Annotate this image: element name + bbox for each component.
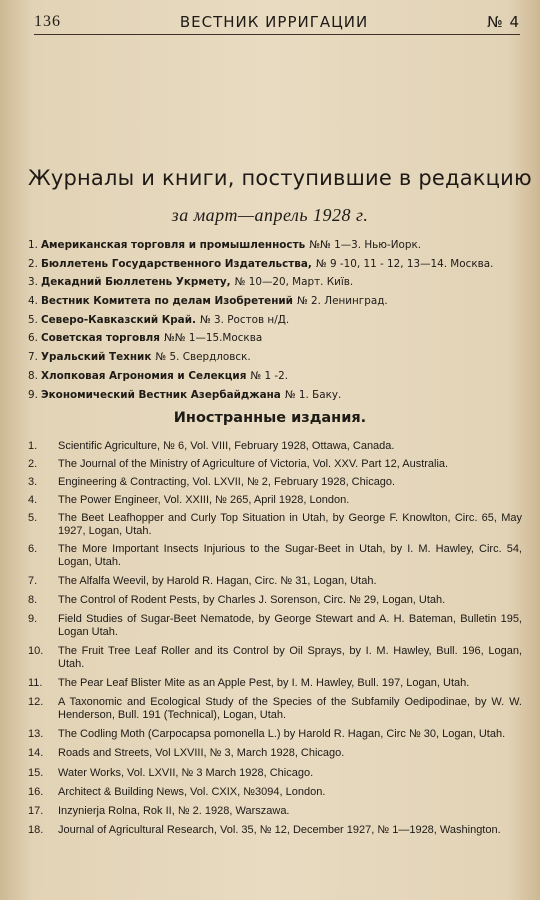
page-number: 136 bbox=[34, 13, 61, 30]
item-number: 1. bbox=[28, 440, 38, 452]
item-details: №№ 1—15.Москва bbox=[163, 332, 263, 345]
item-number: 8. bbox=[28, 369, 38, 382]
list-item bbox=[28, 458, 522, 471]
page-title: Журналы и книги, поступившие в редакцию bbox=[28, 166, 532, 190]
list-item bbox=[28, 805, 522, 818]
item-number: 11. bbox=[28, 677, 43, 689]
list-item bbox=[28, 575, 522, 588]
item-title: Вестник Комитета по делам Изобретений bbox=[41, 295, 293, 308]
list-item bbox=[28, 494, 522, 507]
item-details: № 1. Баку. bbox=[284, 388, 342, 401]
list-item bbox=[28, 677, 522, 690]
item-number: 18. bbox=[28, 824, 44, 836]
item-details: № 10—20, Март. Київ. bbox=[234, 276, 354, 289]
item-title: Бюллетень Государственного Издательства, bbox=[41, 257, 312, 270]
item-text: The Fruit Tree Leaf Roller and its Control by Oil Sprays, by I. M. Hawley, Bull. 196, Logan, Utah. bbox=[58, 645, 522, 670]
russian-periodicals-list bbox=[28, 236, 520, 404]
item-title: Хлопковая Агрономия и Селекция bbox=[41, 369, 247, 382]
list-item bbox=[28, 728, 522, 741]
item-number: 3. bbox=[28, 276, 38, 289]
item-title: Экономический Вестник Азербайджана bbox=[41, 388, 281, 401]
item-text: The More Important Insects Injurious to the Sugar-Beet in Utah, by I. M. Hawley, Circ. 54, Logan, Utah. bbox=[58, 543, 522, 568]
item-text: Field Studies of Sugar-Beet Nematode, by George Stewart and A. H. Bateman, Bulletin 195, Logan Utah. bbox=[58, 613, 522, 638]
item-details: № 5. Свердловск. bbox=[155, 351, 251, 364]
item-text: Roads and Streets, Vol LXVIII, № 3, March 1928, Chicago. bbox=[58, 747, 345, 759]
list-item bbox=[28, 292, 520, 311]
list-item bbox=[28, 311, 520, 330]
list-item bbox=[28, 348, 520, 367]
list-item bbox=[28, 747, 522, 760]
item-number: 1. bbox=[28, 239, 38, 251]
list-item bbox=[28, 273, 520, 292]
list-item bbox=[28, 329, 520, 348]
item-text: Water Works, Vol. LXVII, № 3 March 1928, Chicago. bbox=[58, 767, 314, 779]
list-item bbox=[28, 786, 522, 799]
item-text: Engineering & Contracting, Vol. LXVII, № 2, February 1928, Chicago. bbox=[58, 476, 396, 488]
item-details: № 9 -10, 11 - 12, 13—14. Москва. bbox=[315, 257, 494, 270]
item-details: №№ 1—3. Нью-Иорк. bbox=[309, 239, 422, 251]
section-heading-foreign: Иностранные издания. bbox=[173, 410, 367, 426]
item-details: № 1 -2. bbox=[250, 369, 289, 382]
item-number: 5. bbox=[28, 512, 38, 524]
list-item bbox=[28, 236, 520, 255]
item-text: The Journal of the Ministry of Agriculture of Victoria, Vol. XXV. Part 12, Australia. bbox=[58, 458, 449, 470]
item-details: № 3. Ростов н/Д. bbox=[199, 313, 290, 326]
item-number: 2. bbox=[28, 458, 38, 470]
list-item bbox=[28, 594, 522, 607]
item-number: 3. bbox=[28, 476, 38, 488]
list-item bbox=[28, 645, 522, 671]
item-number: 9. bbox=[28, 388, 38, 401]
list-item bbox=[28, 512, 522, 538]
item-number: 7. bbox=[28, 575, 38, 587]
item-number: 16. bbox=[28, 786, 44, 798]
item-number: 15. bbox=[28, 767, 44, 779]
item-number: 2. bbox=[28, 257, 38, 270]
list-item bbox=[28, 386, 520, 405]
issue-number: № 4 bbox=[487, 13, 520, 31]
journal-title: ВЕСТНИК ИРРИГАЦИИ bbox=[179, 13, 369, 31]
item-text: The Power Engineer, Vol. XXIII, № 265, April 1928, London. bbox=[58, 494, 350, 506]
item-text: The Alfalfa Weevil, by Harold R. Hagan, Circ. № 31, Logan, Utah. bbox=[58, 575, 377, 587]
item-text: The Beet Leafhopper and Curly Top Situation in Utah, by George F. Knowlton, Circ. 65, May 1927, Logan, Utah. bbox=[58, 512, 522, 537]
list-item bbox=[28, 824, 522, 837]
list-item bbox=[28, 440, 522, 453]
list-item bbox=[28, 367, 520, 386]
item-number: 6. bbox=[28, 332, 38, 345]
page-subtitle: за март—апрель 1928 г. bbox=[171, 205, 369, 225]
item-title: Уральский Техник bbox=[41, 351, 152, 364]
item-title: Американская торговля и промышленность bbox=[41, 239, 306, 251]
item-number: 10. bbox=[28, 645, 44, 657]
item-text: Inzynierja Rolna, Rok II, № 2. 1928, Warszawa. bbox=[58, 805, 290, 817]
item-text: The Codling Moth (Carpocapsa pomonella L.) by Harold R. Hagan, Circ № 30, Logan, Utah. bbox=[58, 728, 506, 740]
item-text: Journal of Agricultural Research, Vol. 35, № 12, December 1927, № 1—1928, Washington. bbox=[58, 824, 501, 836]
item-number: 6. bbox=[28, 543, 38, 555]
item-text: Architect & Building News, Vol. CXIX, №3094, London. bbox=[58, 786, 326, 798]
item-number: 4. bbox=[28, 494, 38, 506]
list-item bbox=[28, 767, 522, 780]
item-text: A Taxonomic and Ecological Study of the Species of the Subfamily Oedipodinae, by W. W. Henderson, Bull. 191 (Technical), Logan, Utah. bbox=[58, 696, 522, 721]
item-text: Scientific Agriculture, № 6, Vol. VIII, February 1928, Ottawa, Canada. bbox=[58, 440, 395, 452]
list-item bbox=[28, 696, 522, 722]
list-item bbox=[28, 476, 522, 489]
item-text: The Control of Rodent Pests, by Charles J. Sorenson, Circ. № 29, Logan, Utah. bbox=[58, 594, 446, 606]
item-title: Декадний Бюллетень Укрмету, bbox=[41, 276, 231, 289]
item-number: 8. bbox=[28, 594, 38, 606]
list-item bbox=[28, 543, 522, 569]
foreign-publications-list bbox=[28, 440, 522, 837]
item-number: 14. bbox=[28, 747, 44, 759]
page-header bbox=[34, 10, 520, 35]
item-number: 17. bbox=[28, 805, 44, 817]
item-number: 12. bbox=[28, 696, 44, 708]
item-number: 9. bbox=[28, 613, 38, 625]
list-item bbox=[28, 255, 520, 274]
item-number: 7. bbox=[28, 351, 38, 364]
item-title: Советская торговля bbox=[41, 332, 160, 345]
list-item bbox=[28, 613, 522, 639]
item-number: 4. bbox=[28, 295, 38, 308]
item-title: Северо-Кавказский Край. bbox=[41, 313, 196, 326]
item-details: № 2. Ленинград. bbox=[296, 295, 388, 308]
item-text: The Pear Leaf Blister Mite as an Apple Pest, by I. M. Hawley, Bull. 197, Logan, Utah. bbox=[58, 677, 470, 689]
item-number: 13. bbox=[28, 728, 44, 740]
item-number: 5. bbox=[28, 313, 38, 326]
